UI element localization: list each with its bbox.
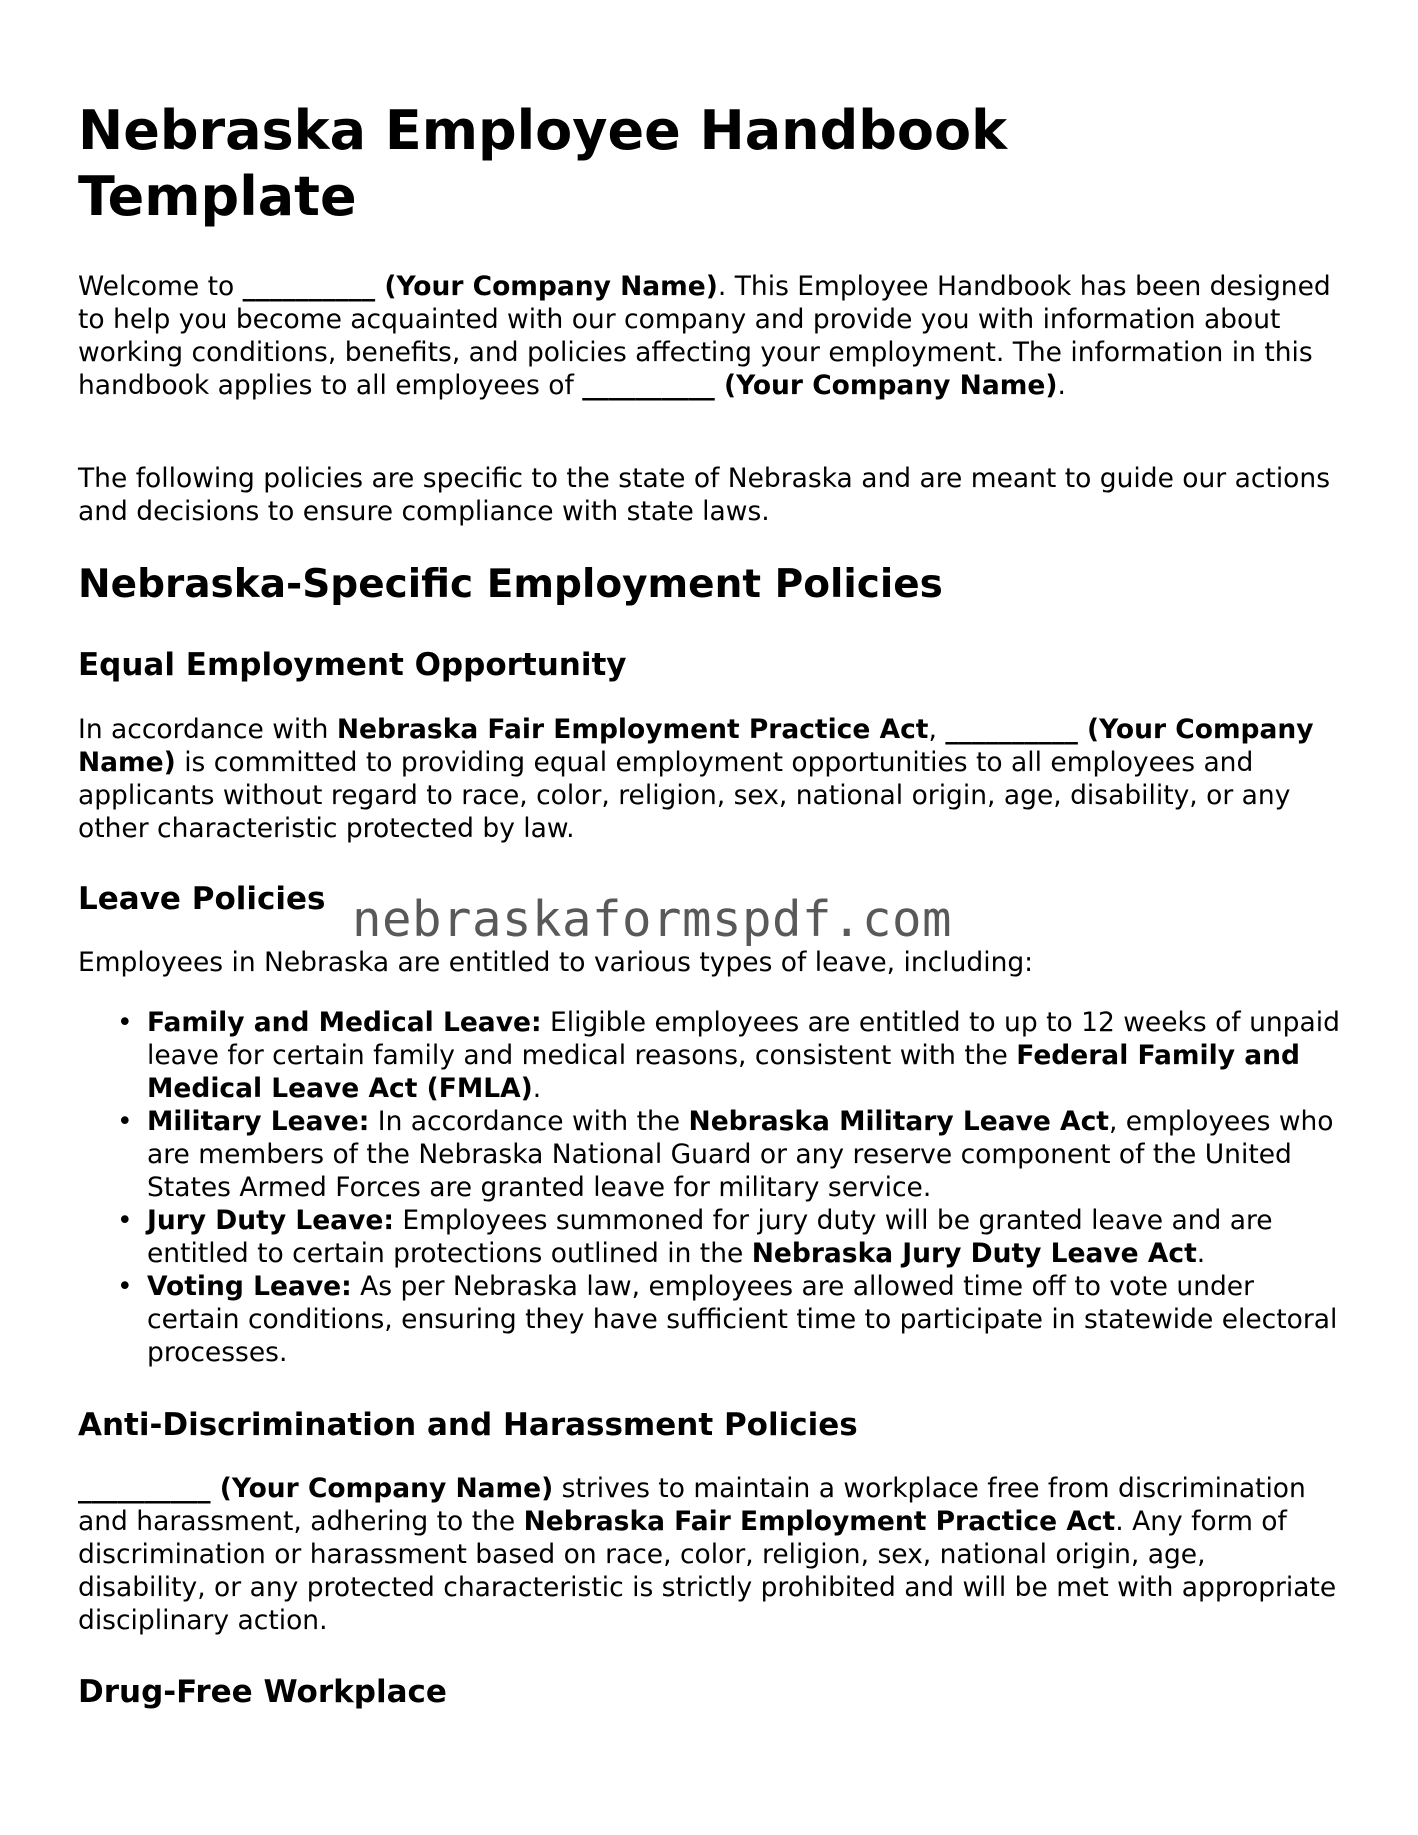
list-item: • Jury Duty Leave: Employees summoned for jury duty will be granted leave and are entitled to certain protections outlined in the Nebraska Jury Duty Leave Act. xyxy=(117,1205,1273,1269)
list-item: • Family and Medical Leave: Eligible employees are entitled to up to 12 weeks of unpaid leave for certain family and medical reasons, consistent with the Federal Family and Medical Leave Act (FMLA). xyxy=(117,1007,1340,1104)
leave-heading: Leave Policies xyxy=(78,881,326,917)
anti-discrimination-heading: Anti-Discrimination and Harassment Policies xyxy=(78,1407,858,1443)
list-item: • Voting Leave: As per Nebraska law, employees are allowed time off to vote under certain conditions, ensuring they have sufficient time to participate in statewide electoral processes. xyxy=(117,1271,1338,1368)
document-title: Nebraska Employee Handbook Template xyxy=(78,99,1007,228)
drug-free-heading: Drug-Free Workplace xyxy=(78,1674,447,1710)
anti-discrimination-paragraph: __________ (Your Company Name) strives to maintain a workplace free from discrimination and harassment, adhering to the Nebraska Fair Employment Practice Act. Any form of discrimination or harassment based on race, color, religion, sex, national origin, age, disability, or any protected characteristic is strictly prohibited and will be met with appropriate disciplinary action. xyxy=(78,1473,1337,1636)
eeo-paragraph: In accordance with Nebraska Fair Employment Practice Act, __________ (Your Company Name) is committed to providing equal employment opportunities to all employees and applicants without regard to race, color, religion, sex, national origin, age, disability, or any other characteristic protected by law. xyxy=(78,714,1314,844)
eeo-heading: Equal Employment Opportunity xyxy=(78,647,627,683)
list-item: • Military Leave: In accordance with the Nebraska Military Leave Act, employees who are members of the Nebraska National Guard or any reserve component of the United States Armed Forces are granted leave for military service. xyxy=(117,1106,1334,1203)
leave-intro: Employees in Nebraska are entitled to various types of leave, including: xyxy=(78,947,1034,978)
state-policies-paragraph: The following policies are specific to the state of Nebraska and are meant to guide our actions and decisions to ensure compliance with state laws. xyxy=(78,463,1330,527)
section-heading: Nebraska-Specific Employment Policies xyxy=(78,562,943,607)
leave-list xyxy=(78,1006,1340,1369)
intro-paragraph: Welcome to __________ (Your Company Name). This Employee Handbook has been designed to help you become acquainted with our company and provide you with information about working conditions, benefits, and policies affecting your employment. The information in this handbook applies to all employees of __________ (Your Company Name). xyxy=(78,271,1331,401)
watermark-text: nebraskaformspdf.com xyxy=(352,891,953,948)
